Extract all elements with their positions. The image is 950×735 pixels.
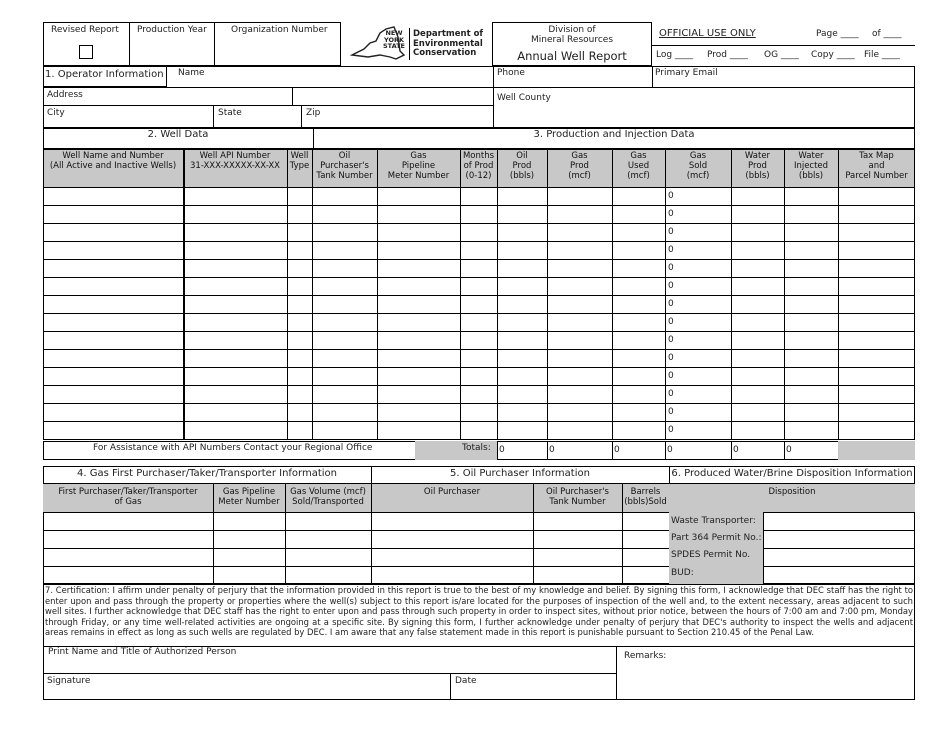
address-label: Address [47, 90, 83, 100]
total-water-prod[interactable]: 0 [733, 445, 739, 455]
logo-state-line: STATE [382, 42, 405, 50]
gas-sold-cell[interactable]: 0 [668, 245, 674, 255]
gas-sold-cell[interactable]: 0 [668, 407, 674, 417]
operator-rule [43, 87, 493, 88]
table-row[interactable] [43, 187, 915, 205]
barrels-sold-col: Barrels (bbls)Sold [624, 487, 667, 507]
logo-dept-line: Department of [413, 29, 484, 39]
bud-label: BUD: [671, 568, 694, 578]
logo-state-line: YORK [383, 35, 405, 44]
date-divider [450, 673, 451, 700]
signature-label: Signature [47, 676, 91, 686]
remarks-label: Remarks: [624, 651, 667, 661]
well-col-header: Gas Sold (mcf) [686, 151, 710, 181]
gas-sold-cell[interactable]: 0 [668, 191, 674, 201]
gas-sold-cell[interactable]: 0 [668, 335, 674, 345]
og-field: OG ____ [764, 50, 799, 60]
certification-text: 7. Certification: I affirm under penalty of perjury that the information provided in this report is true to the best of my knowledge and belief. By signing this form, I acknowledge that DEC staff has the right to enter upon and pass through the property or properties where the well(s) subject to this report is/are located for the purposes of inspection of the well and, to the extent necessary, areas adjacent to such well sites. I further acknowledge that DEC staff has the right to enter upon and pass through such property in order to inspect sites, without prior notice, between the hours of 7:00 am and 7:00 pm, Monday through Friday, or any time well-related activities are ongoing at a specific site. By signing this form, I further acknowledge under penalty of perjury that DEC's authority to inspect the wells and adjacent areas remains in effect as long as such wells are regulated by DEC. I am aware that any false statement made in this report is punishable pursuant to Section 210.45 of the Penal Law. [45, 585, 913, 638]
logo-divider [409, 28, 410, 60]
name-label: Name [178, 68, 205, 78]
division-line: Mineral Resources [530, 35, 614, 45]
table-row[interactable] [43, 403, 915, 421]
part364-permit-label: Part 364 Permit No.: [671, 533, 762, 543]
table-row[interactable] [43, 295, 915, 313]
state-label: State [218, 108, 242, 118]
well-col-header: Well API Number 31-XXX-XXXXX-XX-XX [190, 151, 280, 171]
waste-transporter-label: Waste Transporter: [671, 516, 756, 526]
operator-rule [43, 105, 493, 106]
header-divider [129, 22, 130, 66]
gas-meter-col: Gas Pipeline Meter Number [218, 487, 280, 507]
oil-purchaser-col: Oil Purchaser [423, 487, 481, 497]
water-section-title: 6. Produced Water/Brine Disposition Information [671, 468, 913, 479]
production-section-title: 3. Production and Injection Data [533, 129, 695, 140]
purchaser-row-divider [43, 512, 915, 513]
well-col-header: Water Prod (bbls) [744, 151, 771, 181]
phone-label: Phone [497, 68, 525, 78]
logo-dept-line: Environmental [413, 38, 483, 49]
gas-volume-col: Gas Volume (mcf) Sold/Transported [290, 487, 366, 507]
well-col-header: Oil Purchaser's Tank Number [316, 151, 373, 181]
well-col-header: Oil Prod (bbls) [509, 151, 535, 181]
operator-rule [493, 87, 915, 88]
header-divider [214, 22, 215, 66]
file-field: File ____ [864, 50, 900, 60]
city-divider [213, 105, 214, 128]
well-col-header: Months of Prod (0-12) [462, 151, 495, 181]
well-col-header: Well Name and Number (All Active and Inactive Wells) [49, 151, 177, 171]
table-row[interactable] [43, 205, 915, 223]
well-data-section-title: 2. Well Data [147, 129, 209, 140]
total-oil-prod[interactable]: 0 [499, 445, 505, 455]
of-field: of ____ [872, 29, 902, 39]
purchaser-col-divider [371, 484, 372, 584]
spdes-permit-label: SPDES Permit No. [671, 550, 751, 560]
form-title: Annual Well Report [517, 49, 627, 63]
totals-label: Totals: [462, 443, 491, 453]
print-name-label: Print Name and Title of Authorized Person [48, 647, 237, 657]
official-use-label: OFFICIAL USE ONLY [659, 28, 756, 39]
oil-tank-col: Oil Purchaser's Tank Number [546, 487, 609, 507]
operator-info-box [43, 66, 915, 128]
table-row[interactable] [43, 223, 915, 241]
well-col-header: Tax Map and Parcel Number [845, 151, 908, 181]
table-row[interactable] [43, 313, 915, 331]
production-year-label: Production Year [137, 25, 207, 35]
gas-sold-cell[interactable]: 0 [668, 263, 674, 273]
total-gas-prod[interactable]: 0 [549, 445, 555, 455]
gas-sold-cell[interactable]: 0 [668, 209, 674, 219]
gas-sold-cell[interactable]: 0 [668, 371, 674, 381]
purchaser-row-divider [43, 548, 915, 549]
prod-field: Prod ____ [707, 50, 748, 60]
remarks-divider [616, 646, 617, 700]
gas-sold-cell[interactable]: 0 [668, 389, 674, 399]
well-col-header: Gas Prod (mcf) [568, 151, 591, 181]
totals-divider [731, 441, 732, 460]
table-row[interactable] [43, 421, 915, 439]
logo-state-text [381, 30, 407, 50]
gas-sold-cell[interactable]: 0 [668, 425, 674, 435]
total-gas-used[interactable]: 0 [614, 445, 620, 455]
operator-divider [493, 66, 494, 128]
table-row[interactable] [43, 259, 915, 277]
well-col-header: Gas Pipeline Meter Number [387, 151, 450, 181]
well-col-header: Water Injected (bbls) [793, 151, 829, 181]
gas-sold-cell[interactable]: 0 [668, 353, 674, 363]
logo-state-line: NEW [385, 29, 403, 37]
disposition-col: Disposition [768, 487, 816, 497]
table-row[interactable] [43, 349, 915, 367]
gas-sold-cell[interactable]: 0 [668, 299, 674, 309]
gas-sold-cell[interactable]: 0 [668, 281, 674, 291]
table-row[interactable] [43, 241, 915, 259]
total-gas-sold[interactable]: 0 [667, 445, 673, 455]
totals-divider [497, 441, 498, 460]
gas-sold-cell[interactable]: 0 [668, 227, 674, 237]
totals-divider [612, 441, 613, 460]
totals-end-bg [838, 441, 915, 460]
date-label: Date [455, 676, 477, 686]
totals-divider [547, 441, 548, 460]
logo-dept-text [413, 30, 483, 59]
division-line: Division of [548, 25, 596, 35]
gas-purchaser-col: First Purchaser/Taker/Transporter of Gas [58, 487, 198, 507]
well-col-header: Gas Used (mcf) [627, 151, 650, 181]
logo-dept-line: Conservation [413, 48, 477, 58]
log-field: Log ____ [656, 50, 693, 60]
oil-purchaser-section-title: 5. Oil Purchaser Information [450, 468, 590, 479]
address-divider [292, 87, 293, 105]
page-field: Page ____ [816, 29, 859, 39]
revised-report-label: Revised Report [51, 25, 119, 35]
division-text [492, 25, 652, 45]
organization-number-label: Organization Number [231, 25, 328, 35]
email-label: Primary Email [655, 68, 718, 78]
totals-divider [665, 441, 666, 460]
state-divider [301, 105, 302, 128]
assistance-text: For Assistance with API Numbers Contact your Regional Office [93, 443, 373, 453]
revised-report-checkbox[interactable] [79, 45, 93, 59]
city-label: City [47, 108, 65, 118]
copy-field: Copy ____ [811, 50, 855, 60]
well-row-divider [43, 439, 915, 440]
operator-section-title: 1. Operator Information [45, 69, 164, 80]
well-county-label: Well County [497, 93, 551, 103]
total-water-injected[interactable]: 0 [786, 445, 792, 455]
purchaser-row-divider [43, 530, 915, 531]
zip-label: Zip [306, 108, 321, 118]
header-rule [652, 45, 915, 46]
table-row[interactable] [43, 331, 915, 349]
gas-sold-cell[interactable]: 0 [668, 317, 674, 327]
totals-divider [784, 441, 785, 460]
gas-purchaser-section-title: 4. Gas First Purchaser/Taker/Transporter Information [77, 468, 337, 479]
signature-rule [43, 673, 616, 674]
table-row[interactable] [43, 385, 915, 403]
table-row[interactable] [43, 277, 915, 295]
well-col-header: Well Type [289, 151, 310, 171]
purchaser-row-divider [43, 566, 915, 567]
operator-divider [652, 66, 653, 87]
table-row[interactable] [43, 367, 915, 385]
